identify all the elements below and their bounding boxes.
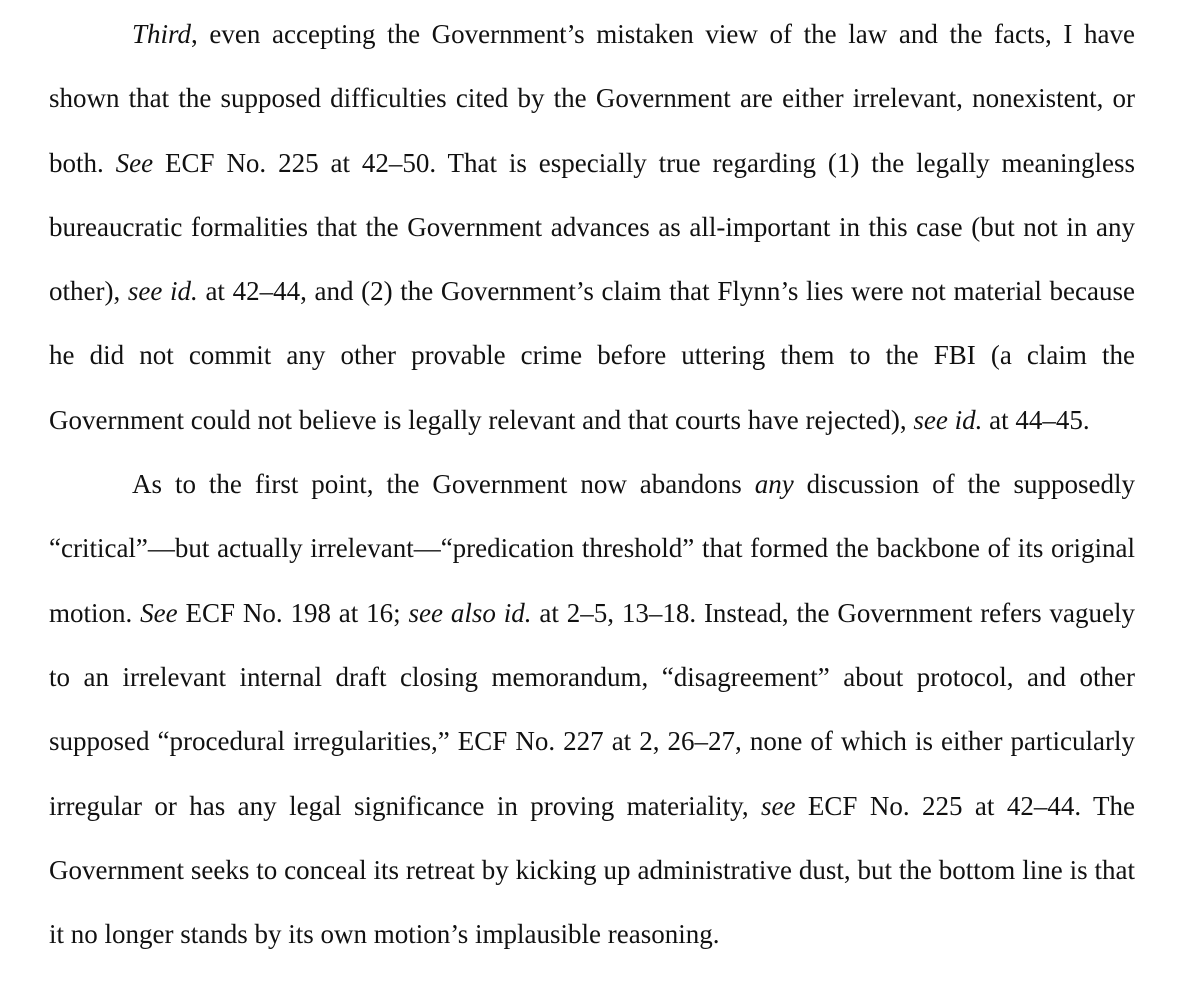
italic-text: Third — [132, 19, 192, 49]
italic-text: any — [754, 469, 794, 500]
body-text: ECF No. 225 at 42–50. That is especially true regarding (1) the legally meaningless bureaucratic formalities that the Government advances as all-important in this case (but not in any other), — [49, 147, 1135, 307]
paragraph-third — [49, 0, 1135, 452]
italic-text: see also id. — [408, 597, 532, 628]
body-text: at 42–44, and (2) the Government’s claim that Flynn’s lies were not material because he did not commit any other provable crime before uttering them to the FBI (a claim the Government could not believe is legally relevant and that courts have rejected), — [49, 276, 1135, 435]
italic-text: See — [140, 597, 178, 628]
body-text: ECF No. 198 at 16; — [177, 597, 409, 628]
body-text: at 2–5, 13–18. Instead, the Government refers vaguely to an irrelevant internal draft closing memorandum, “disagreement” about protocol, and other supposed “procedural irregularities,” ECF No. 227 at 2, 26–27, none of which is either particularly irregular or has any legal significance in proving materiality, — [49, 597, 1135, 821]
body-text: ECF No. 225 at 42–44. The Government seeks to conceal its retreat by kicking up administrative dust, but the bottom line is that it no longer stands by its own motion’s implausible reasoning. — [49, 790, 1135, 950]
italic-text: see id. — [127, 276, 198, 307]
body-text: As to the first point, the Government now abandons — [132, 469, 755, 500]
document-page — [49, 0, 1135, 966]
paragraph-first-point — [49, 452, 1135, 966]
italic-text: see — [761, 790, 796, 821]
body-text: at 44–45. — [982, 404, 1090, 435]
body-text: , even accepting the Government’s mistaken view of the law and the facts, I have shown that the supposed difficulties cited by the Government are either irrelevant, nonexistent, or both. — [49, 19, 1135, 178]
body-text: discussion of the supposedly “critical”—but actually irrelevant—“predication threshold” that formed the backbone of its original motion. — [49, 469, 1135, 628]
italic-text: See — [115, 147, 154, 178]
italic-text: see id. — [913, 404, 983, 435]
